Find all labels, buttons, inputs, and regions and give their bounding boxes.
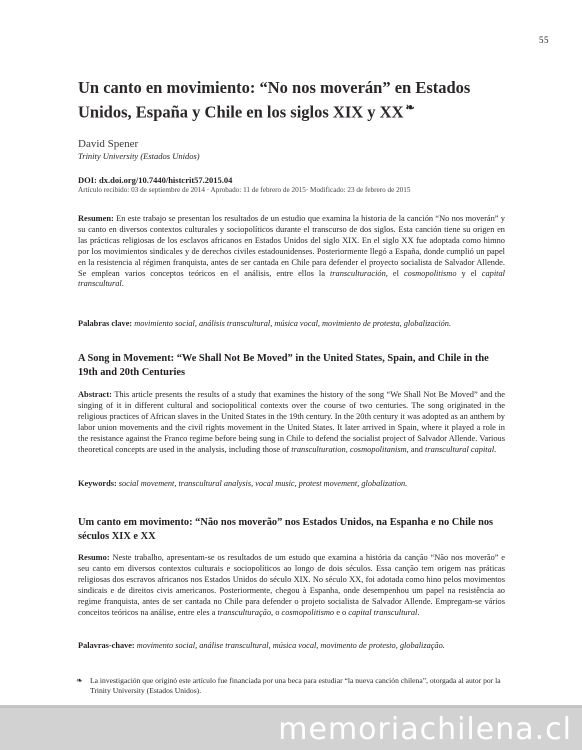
separator: e o bbox=[334, 607, 349, 617]
keywords-spanish-text bbox=[78, 319, 505, 330]
doi: DOI: dx.doi.org/10.7440/histcrit57.2015.04 bbox=[78, 175, 233, 185]
abstract-english-text bbox=[78, 390, 505, 455]
term: transcultural capital bbox=[425, 444, 495, 454]
author-affiliation: Trinity University (Estados Unidos) bbox=[78, 151, 200, 161]
section-title-english: A Song in Movement: “We Shall Not Be Moved” in the United States, Spain, and Chile in the 19th and 20th Centuries bbox=[78, 353, 489, 378]
footnote bbox=[78, 676, 508, 696]
keywords-spanish bbox=[78, 319, 505, 330]
term: cosmopolitismo bbox=[281, 607, 335, 617]
separator: . bbox=[121, 279, 124, 289]
abstract-portuguese bbox=[78, 553, 505, 618]
abstract-spanish bbox=[78, 214, 505, 290]
author-name: David Spener bbox=[78, 138, 139, 150]
article-title-text: Un canto en movimiento: “No nos moverán” en Estados Unidos, España y Chile en los siglos XIX y XX bbox=[78, 78, 471, 122]
page-number: 55 bbox=[539, 35, 549, 45]
keywords-list: movimiento social, análisis transcultural, música vocal, movimiento de protesta, globalización. bbox=[134, 319, 452, 328]
abstract-label: Abstract: bbox=[78, 390, 112, 399]
abstract-english bbox=[78, 390, 505, 455]
watermark-text: memoriachilena.cl bbox=[278, 712, 572, 747]
keywords-label: Palavras-chave: bbox=[78, 641, 135, 650]
keywords-portuguese bbox=[78, 641, 505, 652]
term: capital transcultural bbox=[78, 268, 506, 289]
term: transculturación bbox=[329, 268, 386, 278]
separator: . bbox=[494, 444, 497, 454]
keywords-list: social movement, transcultural analysis, vocal music, protest movement, globalization. bbox=[118, 479, 408, 488]
separator: , el bbox=[385, 268, 404, 278]
term: transculturation bbox=[291, 444, 346, 454]
keywords-english bbox=[78, 479, 505, 490]
keywords-portuguese-text bbox=[78, 641, 505, 652]
keywords-label: Palabras clave: bbox=[78, 319, 133, 328]
separator: , bbox=[345, 444, 350, 454]
abstract-body: Neste trabalho, apresentam-se os resultados de um estudo que examina a história da canção “Não nos moverão” e seu canto em diversos contextos culturais e sociopolíticos ao longo de dois séculos. Essa canção tem origem nas práticas religiosas dos escravos africanos nos Estados Unidos do século XIX. No século XX, foi adotada como hino pelos movimentos sindicais e de direitos civis americanos. Posteriormente, chegou à Espanha, onde desempenhou um papel na resistência ao regime franquista, antes de ser cantada no Chile para defender o projeto socialista de Salvador Allende. Empregam-se vários conceitos teóricos na análise, entre eles a bbox=[78, 553, 505, 617]
section-english bbox=[78, 352, 505, 380]
separator: y el bbox=[456, 268, 482, 278]
article-dates: Artículo recibido: 03 de septiembre de 2014 · Aprobado: 11 de febrero de 2015· Modificado: 23 de febrero de 2015 bbox=[78, 186, 411, 194]
abstract-body: This article presents the results of a study that examines the history of the song “We Shall Not Be Moved” and the singing of it in different cultural and sociopolitical contexts over the course of two centuries. The song originated in the religious practices of African slaves in the United States in the 19th century. In the 20th century it was adopted as an anthem by labor union movements and the civil rights movement in the United States. It later arrived in Spain, where it played a role in the resistance against the Franco regime before being sung in Chile to defend the socialist project of Salvador Allende. Various theoretical concepts are used in the analysis, including those of bbox=[78, 390, 505, 454]
separator: , and bbox=[406, 444, 426, 454]
term: cosmopolitismo bbox=[403, 268, 457, 278]
abstract-portuguese-text bbox=[78, 553, 505, 618]
term: cosmopolitanism bbox=[349, 444, 407, 454]
separator: . bbox=[417, 607, 420, 617]
keywords-list: movimento social, análise transcultural, música vocal, movimento de protesto, globalização. bbox=[136, 641, 445, 650]
footer-divider bbox=[0, 705, 582, 708]
abstract-label: Resumo: bbox=[78, 553, 110, 562]
term: capital transcultural bbox=[348, 607, 418, 617]
footnote-mark-icon: ❧ bbox=[76, 676, 83, 685]
section-portuguese bbox=[78, 516, 505, 544]
separator: , o bbox=[271, 607, 282, 617]
section-title-portuguese: Um canto em movimento: “Não nos moverão” nos Estados Unidos, na Espanha e no Chile nos séculos XIX e XX bbox=[78, 517, 494, 542]
keywords-english-text bbox=[78, 479, 505, 490]
abstract-body: En este trabajo se presentan los resultados de un estudio que examina la historia de la canción “No nos moverán” y su canto en diversos contextos culturales y sociopolíticos durante el transcurso de dos siglos. Esta canción tiene su origen en las prácticas religiosas de los esclavos africanos en Estados Unidos del siglo XIX. En el siglo XX fue adoptada como himno por los movimientos sindicales y de derechos civiles estadounidenses. Posteriormente llegó a España, donde cumplió un papel en la resistencia al régimen franquista, antes de ser cantada en Chile para defender el proyecto socialista de Salvador Allende. Se emplean varios conceptos teóricos en el análisis, entre ellos la bbox=[78, 214, 505, 278]
footnote-text: La investigación que originó este artículo fue financiada por una beca para estudiar “la nueva canción chilena”, otorgada al autor por la Trinity University (Estados Unidos). bbox=[90, 676, 501, 695]
footnote-mark-icon: ❧ bbox=[405, 102, 415, 114]
abstract-spanish-text bbox=[78, 214, 505, 290]
term: transculturação bbox=[217, 607, 272, 617]
footer-watermark-bar bbox=[0, 705, 582, 750]
article-title bbox=[78, 77, 478, 123]
abstract-label: Resumen: bbox=[78, 214, 114, 223]
keywords-label: Keywords: bbox=[78, 479, 117, 488]
